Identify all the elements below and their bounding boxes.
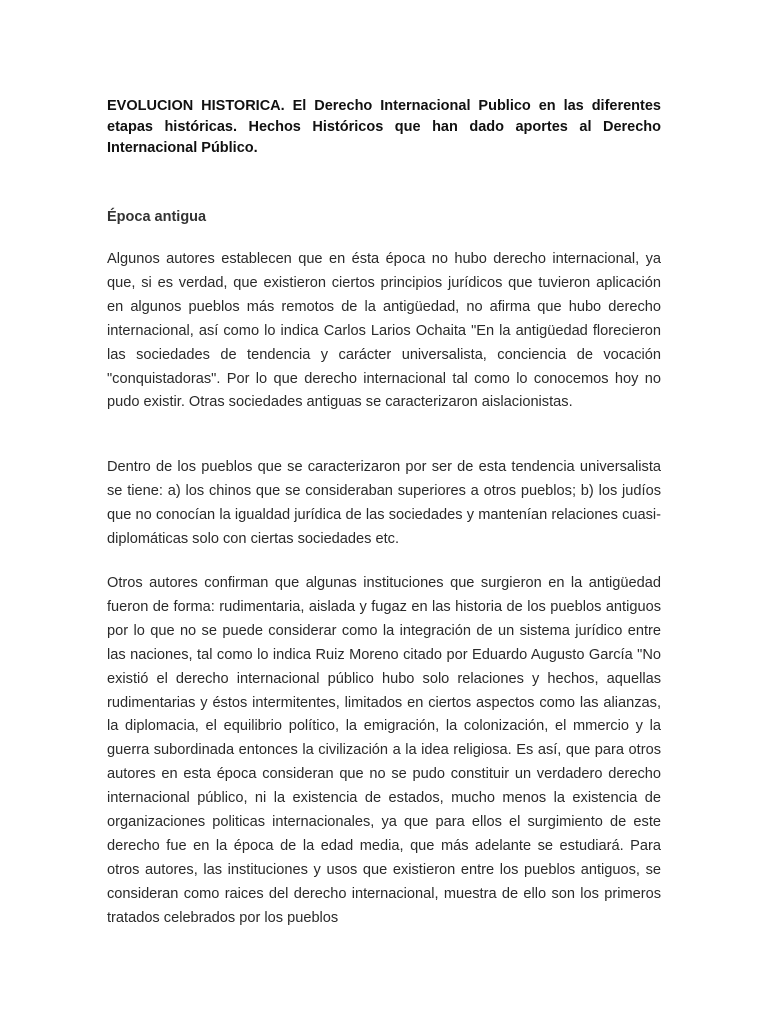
paragraph: Algunos autores establecen que en ésta época no hubo derecho internacional, ya que, si es verdad, que existieron ciertos principios jurídicos que tuvieron aplicación en algunos pueblos más remotos de la antigüedad, no afirma que hubo derecho internacional, así como lo indica Carlos Larios Ochaita "En la antigüedad florecieron las sociedades de tendencia y carácter universalista, conciencia de vocación "conquistadoras". Por lo que derecho internacional tal como lo conocemos hoy no pudo existir. Otras sociedades antiguas se caracterizaron aislacionistas. xyxy=(107,251,661,411)
document-title: EVOLUCION HISTORICA. El Derecho Internacional Publico en las diferentes etapas históricas. Hechos Históricos que han dado aportes al Derecho Internacional Público. xyxy=(107,98,661,156)
section-heading: Época antigua xyxy=(107,209,207,225)
document-body xyxy=(107,96,661,926)
paragraph: Otros autores confirman que algunas instituciones que surgieron en la antigüedad fueron de forma: rudimentaria, aislada y fugaz en las historia de los pueblos antiguos por lo que no se puede considerar como la integración de un sistema jurídico entre las naciones, tal como lo indica Ruiz Moreno citado por Eduardo Augusto García "No existió el derecho internacional público hubo solo relaciones y hechos, aquellas rudimentarias y éstos intermitentes, limitados en ciertos aspectos como las alianzas, la diplomacia, el equilibrio político, la emigración, la colonización, el mmercio y la guerra subordinada entonces la civilización a la idea religiosa. Es así, que para otros autores en esta época consideran que no se pudo constituir un verdadero derecho internacional público, ni la existencia de estados, mucho menos la existencia de organizaciones politicas internacionales, ya que para ellos el surgimiento de este derecho fue en la época de la edad media, que más adelante se estudiará. Para otros autores, las instituciones y usos que existieron entre los pueblos antiguos, se consideran como raices del derecho internacional, muestra de ello son los primeros tratados celebrados por los pueblos xyxy=(107,575,661,926)
paragraph: Dentro de los pueblos que se caracterizaron por ser de esta tendencia universalista se tiene: a) los chinos que se consideraban superiores a otros pueblos; b) los judíos que no conocían la igualdad jurídica de las sociedades y mantenían relaciones cuasi- diplomáticas solo con ciertas sociedades etc. xyxy=(107,459,661,547)
